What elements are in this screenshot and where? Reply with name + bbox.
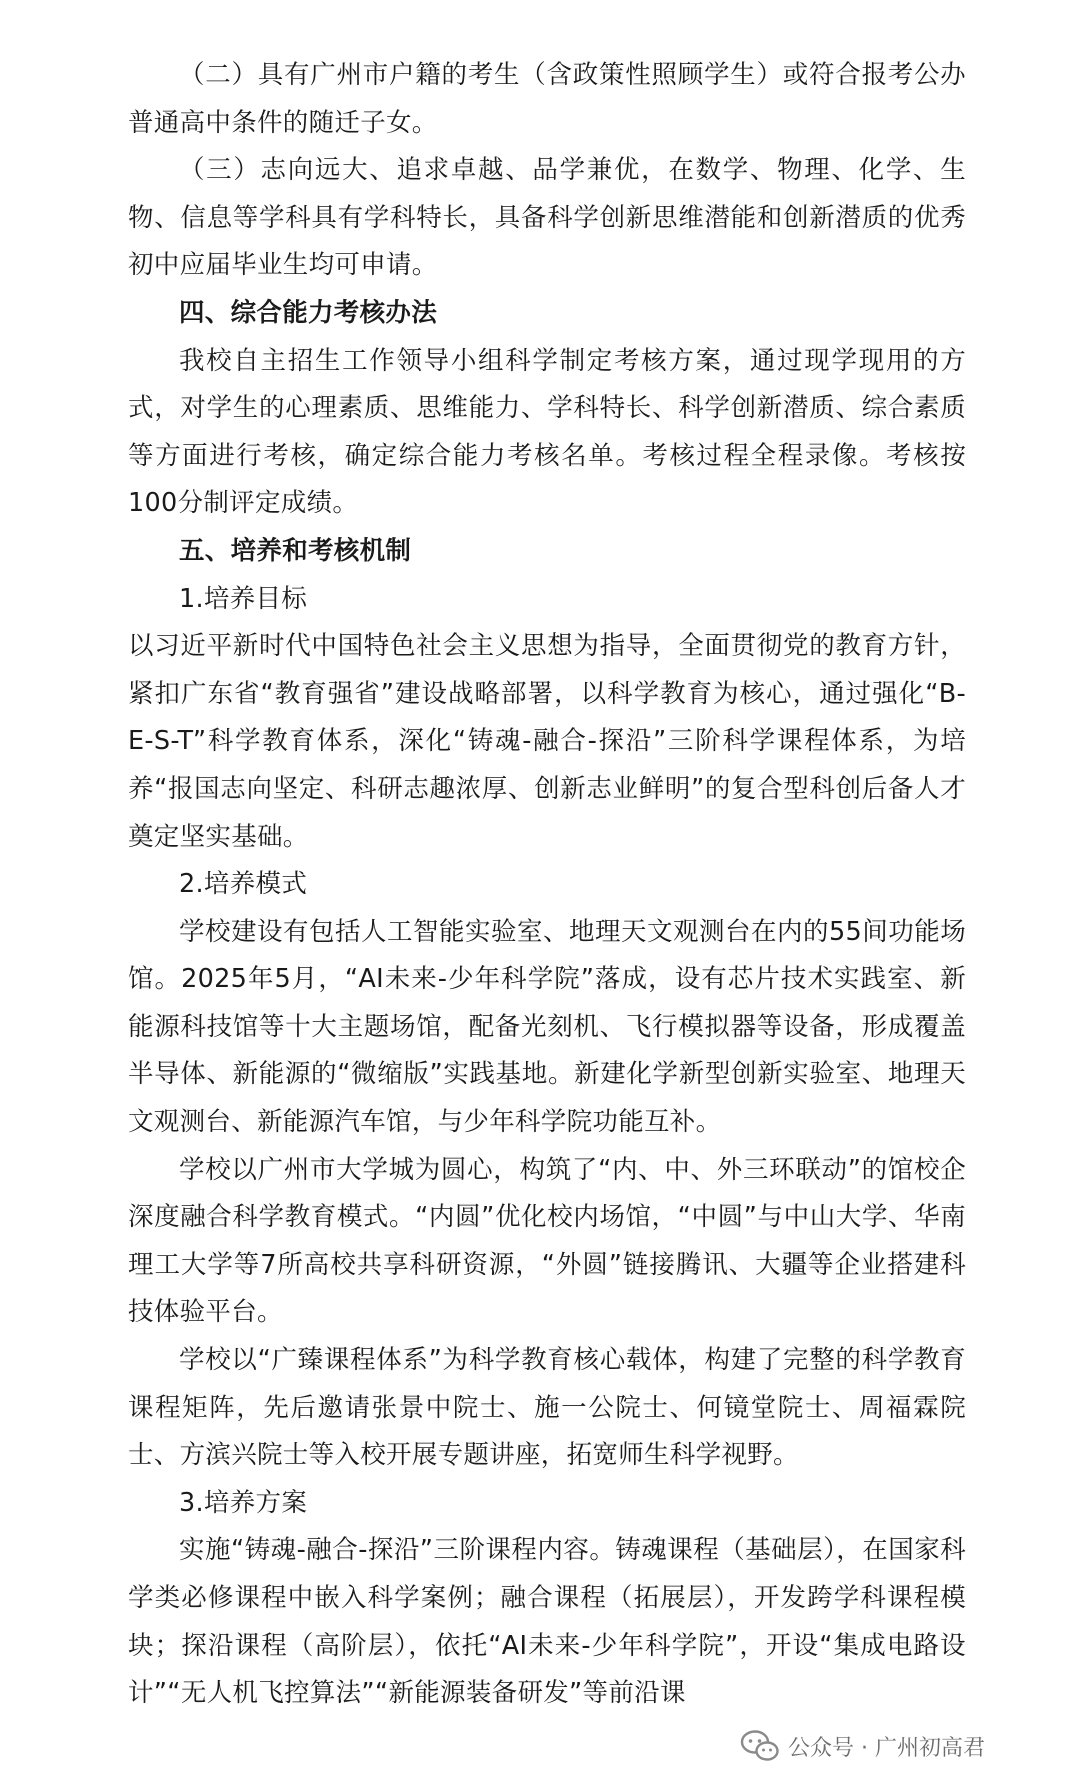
subheading-plan: 3.培养方案	[179, 1487, 308, 1518]
para-assessment: 我校自主招生工作领导小组科学制定考核方案，通过现学现用的方式，对学生的心理素质、思维能力、学科特长、科学创新潜质、综合素质等方面进行考核，确定综合能力考核名单。考核过程全程录像。考核按100分制评定成绩。	[128, 345, 966, 519]
document-body	[128, 52, 966, 1718]
watermark-text: 公众号 · 广州初高君	[788, 1735, 985, 1761]
para-plan: 实施“铸魂-融合-探沿”三阶课程内容。铸魂课程（基础层），在国家科学类必修课程中嵌入科学案例；融合课程（拓展层），开发跨学科课程模块；探沿课程（高阶层），依托“AI未来-少年科学院”，开设“集成电路设计”“无人机飞控算法”“新能源装备研发”等前沿课	[128, 1535, 966, 1709]
para-goal: 以习近平新时代中国特色社会主义思想为指导，全面贯彻党的教育方针，紧扣广东省“教育强省”建设战略部署，以科学教育为核心，通过强化“B-E-S-T”科学教育体系，深化“铸魂-融合-探沿”三阶科学课程体系，为培养“报国志向坚定、科研志趣浓厚、创新志业鲜明”的复合型科创后备人才奠定坚实基础。	[128, 631, 966, 852]
heading-training: 五、培养和考核机制	[179, 535, 412, 566]
para-three-rings: 学校以广州市大学城为圆心，构筑了“内、中、外三环联动”的馆校企深度融合科学教育模式。“内圆”优化校内场馆，“中圆”与中山大学、华南理工大学等7所高校共享科研资源，“外圆”链接腾讯、大疆等企业搭建科技体验平台。	[128, 1154, 966, 1328]
para-curriculum: 学校以“广臻课程体系”为科学教育核心载体，构建了完整的科学教育课程矩阵，先后邀请张景中院士、施一公院士、何镜堂院士、周福霖院士、方滨兴院士等入校开展专题讲座，拓宽师生科学视野。	[128, 1345, 966, 1471]
wechat-icon	[740, 1729, 780, 1763]
para-eligibility: （三）志向远大、追求卓越、品学兼优，在数学、物理、化学、生物、信息等学科具有学科特长，具备科学创新思维潜能和创新潜质的优秀初中应届毕业生均可申请。	[128, 155, 966, 281]
para-facilities: 学校建设有包括人工智能实验室、地理天文观测台在内的55间功能场馆。2025年5月，“AI未来-少年科学院”落成，设有芯片技术实践室、新能源科技馆等十大主题场馆，配备光刻机、飞行模拟器等设备，形成覆盖半导体、新能源的“微缩版”实践基地。新建化学新型创新实验室、地理天文观测台、新能源汽车馆，与少年科学院功能互补。	[128, 916, 966, 1138]
subheading-mode: 2.培养模式	[179, 869, 308, 900]
heading-assessment: 四、综合能力考核办法	[179, 297, 438, 328]
subheading-goal: 1.培养目标	[179, 583, 308, 614]
wechat-watermark	[740, 1728, 985, 1764]
para-residency: （二）具有广州市户籍的考生（含政策性照顾学生）或符合报考公办普通高中条件的随迁子女。	[128, 60, 966, 138]
